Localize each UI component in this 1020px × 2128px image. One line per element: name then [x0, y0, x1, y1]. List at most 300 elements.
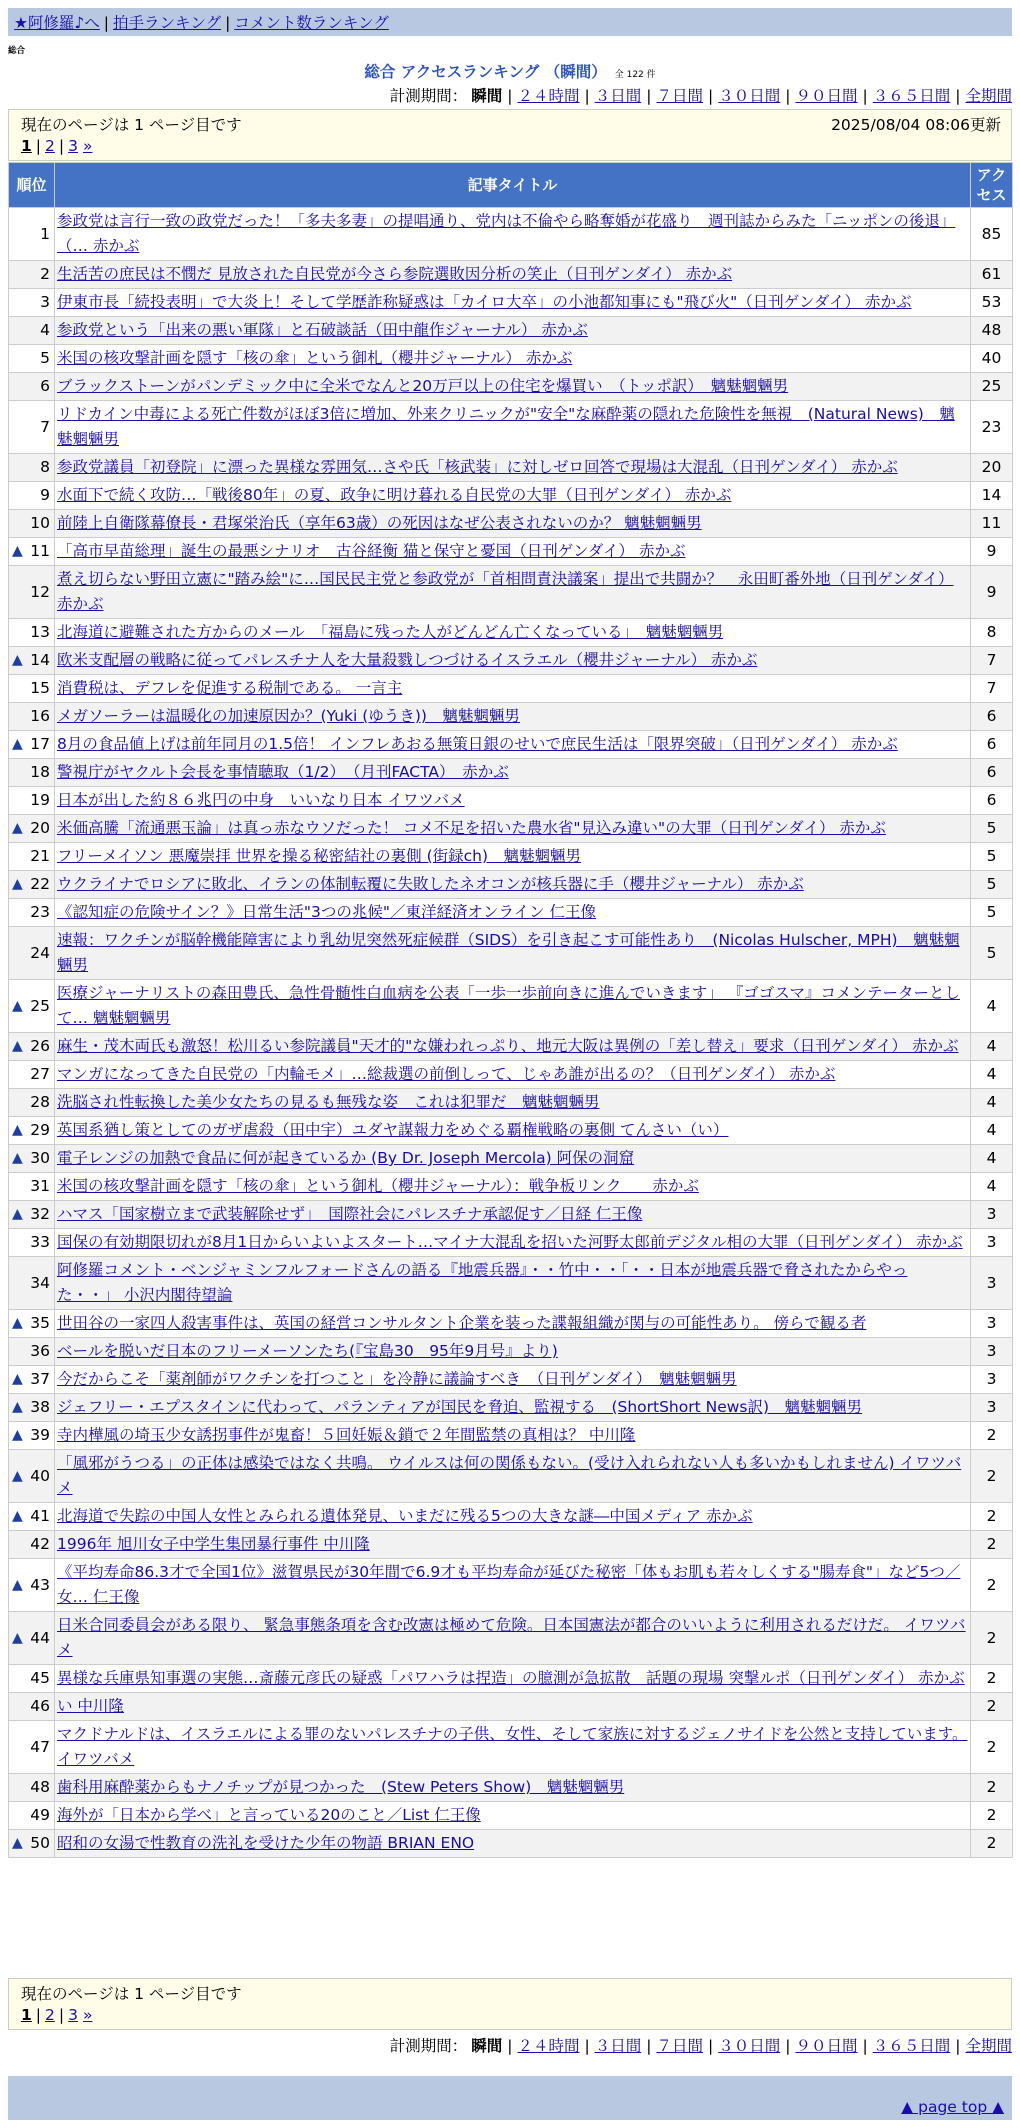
pager-separator: |	[58, 2006, 65, 2024]
title-cell	[55, 482, 971, 510]
access-count: 2	[971, 1665, 1013, 1693]
table-row	[9, 454, 1013, 482]
period-separator: |	[646, 2037, 652, 2055]
article-title-link[interactable]: ブラックストーンがパンデミック中に全米でなんと20万戸以上の住宅を爆買い （トッポ訳） 魑魅魍魎男	[57, 377, 789, 395]
article-title-link[interactable]: 寺内樺風の埼玉少女誘拐事件が鬼畜！５回妊娠＆鎖で２年間監禁の真相は？ 中川隆	[57, 1426, 636, 1444]
title-cell	[55, 843, 971, 871]
title-cell	[55, 1201, 971, 1229]
rank-up-arrow-icon: ▲	[12, 1835, 23, 1851]
access-count: 11	[971, 510, 1013, 538]
article-title-link[interactable]: 日本が出した約８６兆円の中身 いいなり日本 イワツバメ	[57, 791, 465, 809]
rank-number: 10	[30, 514, 50, 532]
rank-cell	[9, 1145, 55, 1173]
article-title-link[interactable]: 電子レンジの加熱で食品に何が起きているか (By Dr. Joseph Mercola) 阿保の洞窟	[57, 1149, 635, 1167]
title-cell	[55, 1257, 971, 1310]
article-title-link[interactable]: 伊東市長「続投表明」で大炎上！そして学歴詐称疑惑は「カイロ大卒」の小池都知事にも"飛び火"（日刊ゲンダイ） 赤かぶ	[57, 293, 912, 311]
article-title-link[interactable]: 速報：ワクチンが脳幹機能障害により乳幼児突然死症候群（SIDS）を引き起こす可能性あり (Nicolas Hulscher, MPH) 魑魅魍魎男	[57, 931, 960, 974]
access-count: 2	[971, 1422, 1013, 1450]
period-option-link[interactable]: 全期間	[965, 87, 1012, 105]
title-cell	[55, 1033, 971, 1061]
table-row	[9, 1033, 1013, 1061]
access-count: 2	[971, 1450, 1013, 1503]
article-title-link[interactable]: 米国の核攻撃計画を隠す「核の傘」という御札（櫻井ジャーナル） 赤かぶ	[57, 349, 573, 367]
rank-cell	[9, 1721, 55, 1774]
rank-number: 6	[40, 377, 50, 395]
rank-up-arrow-icon: ▲	[12, 1508, 23, 1524]
table-row	[9, 1394, 1013, 1422]
access-count: 4	[971, 980, 1013, 1033]
table-row	[9, 1117, 1013, 1145]
table-row	[9, 1802, 1013, 1830]
rank-number: 47	[30, 1737, 50, 1756]
rank-number: 34	[30, 1273, 50, 1292]
access-count: 5	[971, 815, 1013, 843]
table-row	[9, 1450, 1013, 1503]
table-row	[9, 482, 1013, 510]
rank-cell	[9, 1774, 55, 1802]
title-cell	[55, 1531, 971, 1559]
access-count: 25	[971, 373, 1013, 401]
rank-cell	[9, 703, 55, 731]
title-cell	[55, 815, 971, 843]
rank-cell	[9, 482, 55, 510]
article-title-link[interactable]: マクドナルドは、イスラエルによる罪のないパレスチナの子供、女性、そして家族に対するジェノサイドを公然と支持しています。 イワツバメ	[57, 1725, 968, 1768]
title-cell	[55, 1366, 971, 1394]
access-count: 6	[971, 731, 1013, 759]
rank-cell	[9, 1338, 55, 1366]
article-title-link[interactable]: 世田谷の一家四人殺害事件は、英国の経営コンサルタント企業を装った諜報組織が関与の可能性あり。 傍らで観る者	[57, 1314, 867, 1332]
table-row	[9, 1310, 1013, 1338]
pagination	[21, 2006, 999, 2024]
access-count: 4	[971, 1089, 1013, 1117]
period-option-link[interactable]: ７日間	[656, 2037, 703, 2055]
rank-number: 14	[30, 651, 50, 669]
period-separator: |	[862, 2037, 868, 2055]
title-cell	[55, 787, 971, 815]
access-count: 3	[971, 1394, 1013, 1422]
period-option-link[interactable]: ３６５日間	[872, 87, 951, 105]
period-separator: |	[584, 2037, 590, 2055]
rank-number: 44	[30, 1628, 50, 1647]
period-option-link[interactable]: ３日間	[594, 87, 642, 105]
article-title-link[interactable]: 参政党は言行一致の政党だった！「多夫多妻」の提唱通り、党内は不倫やら略奪婚が花盛り 週刊誌からみた「ニッポンの後退」（… 赤かぶ	[57, 212, 956, 255]
article-title-link[interactable]: 阿修羅コメント・ベンジャミンフルフォードさんの語る『地震兵器』・・竹中・・「・・日本が地震兵器で脅されたからやった・・」 小沢内閣待望論	[57, 1261, 908, 1304]
rank-cell	[9, 1802, 55, 1830]
header-access: アクセス	[971, 163, 1013, 208]
table-row	[9, 619, 1013, 647]
period-option-link[interactable]: ９０日間	[795, 87, 858, 105]
article-title-link[interactable]: 昭和の女湯で性教育の洗礼を受けた少年の物語 BRIAN ENO	[57, 1834, 475, 1852]
title-cell	[55, 1503, 971, 1531]
rank-number: 9	[40, 486, 50, 504]
table-row	[9, 871, 1013, 899]
article-title-link[interactable]: 前陸上自衛隊幕僚長・君塚栄治氏（享年63歳）の死因はなぜ公表されないのか？ 魑魅魍魎男	[57, 514, 702, 532]
access-count: 8	[971, 619, 1013, 647]
article-title-link[interactable]: 医療ジャーナリストの森田豊氏、急性骨髄性白血病を公表「一歩一歩前向きに進んでいきます」 『ゴゴスマ』コメンテーターとして… 魑魅魍魎男	[57, 984, 961, 1027]
table-row	[9, 1721, 1013, 1774]
article-title-link[interactable]: 北海道に避難された方からのメール 「福島に残った人がどんどん亡くなっている」 魑魅魍魎男	[57, 623, 724, 641]
access-count: 3	[971, 1257, 1013, 1310]
rank-cell	[9, 1450, 55, 1503]
table-row	[9, 1503, 1013, 1531]
rank-number: 2	[40, 265, 50, 283]
article-title-link[interactable]: 英国系猶し策としてのガザ虐殺（田中宇）ユダヤ謀報力をめぐる覇権戦略の裏側 てんさい（い）	[57, 1121, 729, 1139]
article-title-link[interactable]: 「風邪がうつる」の正体は感染ではなく共鳴。 ウイルスは何の関係もない。(受け入れられない人も多いかもしれません) イワツバメ	[57, 1454, 962, 1497]
article-title-link[interactable]: 参政党という「出来の悪い軍隊」と石破談話（田中龍作ジャーナル） 赤かぶ	[57, 321, 588, 339]
category-label: 総合	[8, 46, 26, 56]
total-count: 全 122 件	[614, 70, 656, 80]
article-title-link[interactable]: マンガになってきた自民党の「内輪モメ」…総裁選の前倒しって、じゃあ誰が出るの？（日刊ゲンダイ） 赤かぶ	[57, 1065, 836, 1083]
rank-cell	[9, 1665, 55, 1693]
access-count: 85	[971, 208, 1013, 261]
title-cell	[55, 647, 971, 675]
table-row	[9, 373, 1013, 401]
title-cell	[55, 1394, 971, 1422]
rank-number: 7	[40, 417, 50, 436]
rank-cell	[9, 647, 55, 675]
article-title-link[interactable]: メガソーラーは温暖化の加速原因か？(Yuki (ゆうき)) 魑魅魍魎男	[57, 707, 520, 725]
nav-separator: |	[225, 14, 231, 32]
table-row	[9, 317, 1013, 345]
rank-number: 11	[30, 542, 50, 560]
article-title-link[interactable]: 異様な兵庫県知事選の実態…斎藤元彦氏の疑惑「パワハラは捏造」の臆測が急拡散 話題の現場 突撃ルポ（日刊ゲンダイ） 赤かぶ	[57, 1669, 965, 1687]
title-cell	[55, 1774, 971, 1802]
access-count: 7	[971, 675, 1013, 703]
article-title-link[interactable]: 今だからこそ「薬剤師がワクチンを打つこと」を冷静に議論すべき （日刊ゲンダイ） 魑魅魍魎男	[57, 1370, 737, 1388]
table-row	[9, 208, 1013, 261]
page-title: 総合 アクセスランキング （瞬間）	[364, 63, 607, 81]
article-title-link[interactable]: 参政党議員「初登院」に漂った異様な雰囲気…さや氏「核武装」に対しゼロ回答で現場は大混乱（日刊ゲンダイ） 赤かぶ	[57, 458, 898, 476]
article-title-link[interactable]: 北海道で失踪の中国人女性とみられる遺体発見、いまだに残る5つの大きな謎―中国メディア 赤かぶ	[57, 1507, 753, 1525]
title-cell	[55, 1173, 971, 1201]
rank-number: 37	[30, 1370, 50, 1388]
rank-up-arrow-icon: ▲	[12, 652, 23, 668]
rank-cell	[9, 1394, 55, 1422]
access-count: 2	[971, 1693, 1013, 1721]
rank-up-arrow-icon: ▲	[12, 543, 23, 559]
access-count: 5	[971, 843, 1013, 871]
access-count: 4	[971, 1061, 1013, 1089]
article-title-link[interactable]: 麻生・茂木両氏も激怒！松川るい参院議員"天才的"な嫌われっぷり、地元大阪は異例の「差し替え」要求（日刊ゲンダイ） 赤かぶ	[57, 1037, 959, 1055]
article-title-link[interactable]: 《認知症の危険サイン？》日常生活"3つの兆候"／東洋経済オンライン 仁王像	[57, 903, 596, 921]
comment-ranking-link[interactable]: コメント数ランキング	[234, 14, 389, 32]
title-cell	[55, 1830, 971, 1858]
access-count: 2	[971, 1774, 1013, 1802]
article-title-link[interactable]: ベールを脱いだ日本のフリーメーソンたち(『宝島30 95年9月号』より)	[57, 1342, 558, 1360]
rank-cell	[9, 787, 55, 815]
rank-up-arrow-icon: ▲	[12, 1629, 23, 1646]
rank-up-arrow-icon: ▲	[12, 1399, 23, 1415]
period-option-link[interactable]: ３０日間	[718, 87, 781, 105]
title-cell	[55, 401, 971, 454]
access-count: 40	[971, 345, 1013, 373]
access-count: 61	[971, 261, 1013, 289]
period-selector-bottom	[390, 2034, 1012, 2056]
period-current: 瞬間	[471, 2037, 503, 2055]
article-title-link[interactable]: 海外が「日本から学べ」と言っている20のこと／List 仁王像	[57, 1806, 481, 1824]
table-header-row	[9, 163, 1013, 208]
period-separator: |	[955, 87, 961, 105]
table-row	[9, 1229, 1013, 1257]
current-page-text: 現在のページは 1 ページ目です	[21, 116, 242, 134]
pager-page-link[interactable]: 2	[45, 2006, 55, 2024]
rank-cell	[9, 454, 55, 482]
table-row	[9, 401, 1013, 454]
table-row	[9, 538, 1013, 566]
article-title-link[interactable]: 「高市早苗総理」誕生の最悪シナリオ 古谷経衡 猫と保守と憂国（日刊ゲンダイ） 赤かぶ	[57, 542, 686, 560]
article-title-link[interactable]: 《平均寿命86.3才で全国1位》滋賀県民が30年間で6.9才も平均寿命が延びた秘密「体もお肌も若々しくする"腸寿食"」など5つ／女… 仁王像	[57, 1563, 961, 1606]
rank-cell	[9, 843, 55, 871]
access-count: 3	[971, 1338, 1013, 1366]
article-title-link[interactable]: 国保の有効期限切れが8月1日からいよいよスタート…マイナ大混乱を招いた河野太郎前デジタル相の大罪（日刊ゲンダイ） 赤かぶ	[57, 1233, 963, 1251]
article-title-link[interactable]: 日米合同委員会がある限り、 緊急事態条項を含む改憲は極めて危険。日本国憲法が都合のいいように利用されるだけだ。 イワツバメ	[57, 1616, 966, 1659]
rank-number: 43	[30, 1575, 50, 1594]
article-title-link[interactable]: 消費税は、デフレを促進する税制である。 一言主	[57, 679, 403, 697]
header-title: 記事タイトル	[55, 163, 971, 208]
title-cell	[55, 871, 971, 899]
pagination	[21, 137, 999, 155]
rank-number: 50	[30, 1834, 50, 1852]
pager-page-link[interactable]: 3	[68, 137, 79, 155]
title-cell	[55, 1145, 971, 1173]
rank-up-arrow-icon: ▲	[12, 736, 23, 752]
period-option-link[interactable]: ９０日間	[795, 2037, 858, 2055]
rank-cell	[9, 1531, 55, 1559]
footer-bar	[8, 2076, 1012, 2120]
rank-cell	[9, 927, 55, 980]
rank-cell	[9, 619, 55, 647]
rank-number: 20	[30, 819, 50, 837]
table-row	[9, 289, 1013, 317]
pager-current-page: 1	[21, 137, 32, 155]
article-title-link[interactable]: 米価高騰「流通悪玉論」は真っ赤なウソだった！ コメ不足を招いた農水省"見込み違い"の大罪（日刊ゲンダイ） 赤かぶ	[57, 819, 886, 837]
home-link[interactable]: ★阿修羅♪へ	[14, 14, 100, 32]
table-row	[9, 1338, 1013, 1366]
rank-number: 30	[30, 1149, 50, 1167]
rank-number: 48	[30, 1778, 50, 1796]
title-cell	[55, 261, 971, 289]
article-title-link[interactable]: ジェフリー・エプスタインに代わって、パランティアが国民を脅迫、監視する (ShortShort News訳) 魑魅魍魎男	[57, 1398, 863, 1416]
pager-next-link[interactable]: »	[82, 137, 93, 155]
clap-ranking-link[interactable]: 拍手ランキング	[113, 14, 222, 32]
article-title-link[interactable]: フリーメイソン 悪魔崇拝 世界を操る秘密結社の裏側 (街録ch) 魑魅魍魎男	[57, 847, 582, 865]
access-count: 2	[971, 1802, 1013, 1830]
title-cell	[55, 454, 971, 482]
access-count: 2	[971, 1531, 1013, 1559]
rank-cell	[9, 1503, 55, 1531]
table-row	[9, 1693, 1013, 1721]
access-count: 6	[971, 787, 1013, 815]
rank-cell	[9, 261, 55, 289]
access-count: 48	[971, 317, 1013, 345]
rank-number: 4	[40, 321, 50, 339]
title-cell	[55, 675, 971, 703]
access-count: 23	[971, 401, 1013, 454]
access-count: 5	[971, 899, 1013, 927]
rank-number: 5	[40, 349, 50, 367]
pager-page-link[interactable]: 2	[45, 137, 55, 155]
pager-current-page: 1	[21, 2006, 32, 2024]
rank-number: 45	[30, 1669, 50, 1687]
table-row	[9, 1201, 1013, 1229]
period-option-link[interactable]: ２４時間	[517, 87, 580, 105]
period-separator: |	[708, 2037, 714, 2055]
rank-number: 21	[30, 847, 50, 865]
title-cell	[55, 1229, 971, 1257]
period-separator: |	[584, 87, 590, 105]
rank-number: 33	[30, 1233, 50, 1251]
article-title-link[interactable]: 生活苦の庶民は不憫だ 見放された自民党が今さら参院選敗因分析の笑止（日刊ゲンダイ） 赤かぶ	[57, 265, 733, 283]
rank-cell	[9, 317, 55, 345]
access-count: 14	[971, 482, 1013, 510]
period-option-link[interactable]: 全期間	[965, 2037, 1012, 2055]
title-cell	[55, 510, 971, 538]
access-count: 6	[971, 703, 1013, 731]
table-row	[9, 647, 1013, 675]
pager-next-link[interactable]: »	[82, 2006, 93, 2024]
rank-up-arrow-icon: ▲	[12, 1206, 23, 1222]
rank-up-arrow-icon: ▲	[12, 1371, 23, 1387]
rank-number: 3	[40, 293, 50, 311]
rank-cell	[9, 1201, 55, 1229]
pager-separator: |	[58, 137, 65, 155]
article-title-link[interactable]: 1996年 旭川女子中学生集団暴行事件 中川隆	[57, 1535, 370, 1553]
period-option-link[interactable]: ３日間	[594, 2037, 642, 2055]
article-title-link[interactable]: ハマス「国家樹立まで武装解除せず」 国際社会にパレスチナ承認促す／日経 仁王像	[57, 1205, 643, 1223]
rank-cell	[9, 1117, 55, 1145]
table-row	[9, 927, 1013, 980]
period-label: 計測期間：	[389, 2037, 468, 2055]
period-selector	[390, 84, 1012, 106]
access-count: 2	[971, 1503, 1013, 1531]
rank-cell	[9, 675, 55, 703]
rank-number: 27	[30, 1065, 50, 1083]
rank-up-arrow-icon: ▲	[12, 1427, 23, 1443]
rank-cell	[9, 1612, 55, 1665]
rank-up-arrow-icon: ▲	[12, 1150, 23, 1166]
rank-number: 22	[30, 875, 50, 893]
page-title-row	[0, 60, 1020, 82]
rank-cell	[9, 289, 55, 317]
article-title-link[interactable]: 警視庁がヤクルト会長を事情聴取（1/2） （月刊FACTA） 赤かぶ	[57, 763, 509, 781]
table-row	[9, 980, 1013, 1033]
table-row	[9, 899, 1013, 927]
access-count: 6	[971, 759, 1013, 787]
period-option-link[interactable]: ２４時間	[517, 2037, 580, 2055]
access-count: 5	[971, 871, 1013, 899]
rank-cell	[9, 759, 55, 787]
rank-cell	[9, 1061, 55, 1089]
article-title-link[interactable]: 欧米支配層の戦略に従ってパレスチナ人を大量殺戮しつづけるイスラエル（櫻井ジャーナル） 赤かぶ	[57, 651, 758, 669]
period-separator: |	[955, 2037, 961, 2055]
table-row	[9, 261, 1013, 289]
pager-separator: |	[35, 137, 42, 155]
rank-cell	[9, 345, 55, 373]
access-count: 2	[971, 1612, 1013, 1665]
article-title-link[interactable]: 水面下で続く攻防…「戦後80年」の夏、政争に明け暮れる自民党の大罪（日刊ゲンダイ） 赤かぶ	[57, 486, 732, 504]
pager-page-link[interactable]: 3	[68, 2006, 79, 2024]
table-row	[9, 1366, 1013, 1394]
rank-cell	[9, 401, 55, 454]
access-count: 2	[971, 1830, 1013, 1858]
period-separator: |	[785, 87, 791, 105]
title-cell	[55, 1693, 971, 1721]
article-title-link[interactable]: 洗脳され性転換した美少女たちの見るも無残な姿 これは犯罪だ 魑魅魍魎男	[57, 1093, 600, 1111]
access-count: 9	[971, 566, 1013, 619]
table-row	[9, 703, 1013, 731]
rank-number: 28	[30, 1093, 50, 1111]
access-count: 3	[971, 1201, 1013, 1229]
rank-cell	[9, 1830, 55, 1858]
rank-number: 12	[30, 582, 50, 601]
rank-cell	[9, 1229, 55, 1257]
rank-number: 40	[30, 1466, 50, 1485]
rank-up-arrow-icon: ▲	[12, 1122, 23, 1138]
article-title-link[interactable]: ウクライナでロシアに敗北、イランの体制転覆に失敗したネオコンが核兵器に手（櫻井ジャーナル） 赤かぶ	[57, 875, 804, 893]
rank-up-arrow-icon: ▲	[12, 876, 23, 892]
period-option-link[interactable]: ３６５日間	[872, 2037, 951, 2055]
access-count: 4	[971, 1033, 1013, 1061]
rank-number: 25	[30, 996, 50, 1015]
table-row	[9, 815, 1013, 843]
rank-cell	[9, 815, 55, 843]
title-cell	[55, 345, 971, 373]
title-cell	[55, 1450, 971, 1503]
access-count: 5	[971, 927, 1013, 980]
article-title-link[interactable]: い 中川隆	[57, 1697, 124, 1715]
title-cell	[55, 1338, 971, 1366]
access-count: 3	[971, 1366, 1013, 1394]
period-separator: |	[785, 2037, 791, 2055]
title-cell	[55, 703, 971, 731]
pager-separator: |	[35, 2006, 42, 2024]
rank-number: 38	[30, 1398, 50, 1416]
article-title-link[interactable]: 煮え切らない野田立憲に"踏み絵"に…国民民主党と参政党が「首相問責決議案」提出で共闘か？ 永田町番外地（日刊ゲンダイ） 赤かぶ	[57, 570, 954, 613]
period-separator: |	[708, 87, 714, 105]
article-title-link[interactable]: リドカイン中毒による死亡件数がほぼ3倍に増加、外来クリニックが"安全"な麻酔薬の隠れた危険性を無視 (Natural News) 魑魅魍魎男	[57, 405, 955, 448]
rank-number: 29	[30, 1121, 50, 1139]
period-current: 瞬間	[471, 87, 503, 105]
article-title-link[interactable]: 歯科用麻酔薬からもナノチップが見つかった (Stew Peters Show) 魑魅魍魎男	[57, 1778, 625, 1796]
title-cell	[55, 289, 971, 317]
page-top-link[interactable]: ▲ page top ▲	[901, 2098, 1004, 2116]
table-row	[9, 1061, 1013, 1089]
title-cell	[55, 1612, 971, 1665]
rank-number: 8	[40, 458, 50, 476]
nav-separator: |	[103, 14, 110, 32]
access-count: 53	[971, 289, 1013, 317]
table-row	[9, 675, 1013, 703]
title-cell	[55, 1310, 971, 1338]
table-row	[9, 1830, 1013, 1858]
rank-number: 18	[30, 763, 50, 781]
rank-number: 35	[30, 1314, 50, 1332]
article-title-link[interactable]: 8月の食品値上げは前年同月の1.5倍！ インフレあおる無策日銀のせいで庶民生活は「限界突破」（日刊ゲンダイ） 赤かぶ	[57, 735, 898, 753]
period-separator: |	[507, 87, 513, 105]
title-cell	[55, 731, 971, 759]
rank-cell	[9, 1173, 55, 1201]
article-title-link[interactable]: 米国の核攻撃計画を隠す「核の傘」という御札（櫻井ジャーナル）：戦争板リンク 赤かぶ	[57, 1177, 699, 1195]
table-row	[9, 345, 1013, 373]
table-row	[9, 787, 1013, 815]
table-row	[9, 843, 1013, 871]
rank-number: 42	[30, 1535, 50, 1553]
period-option-link[interactable]: ７日間	[656, 87, 703, 105]
rank-number: 39	[30, 1426, 50, 1444]
rank-up-arrow-icon: ▲	[12, 1576, 23, 1593]
period-option-link[interactable]: ３０日間	[718, 2037, 781, 2055]
table-row	[9, 1612, 1013, 1665]
